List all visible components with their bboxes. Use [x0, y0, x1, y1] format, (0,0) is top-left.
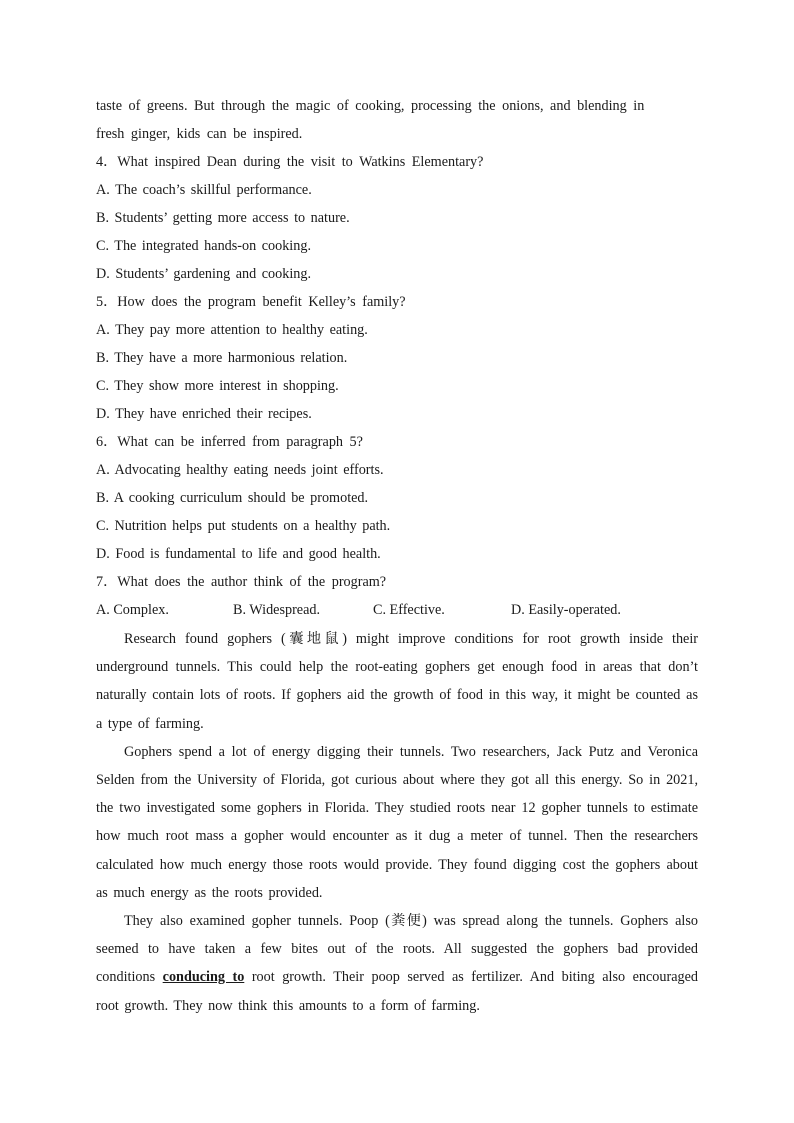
option-a: A. The coach’s skillful performance. [96, 182, 312, 198]
question-stem: 5．How does the program benefit Kelley’s family? [96, 294, 406, 310]
question-stem: 4．What inspired Dean during the visit to Watkins Elementary? [96, 154, 484, 170]
option-c: C. They show more interest in shopping. [96, 378, 339, 394]
option-c: C. Nutrition helps put students on a healthy path. [96, 518, 391, 534]
intro-line-1: taste of greens. But through the magic of cooking, processing the onions, and blending in [96, 98, 645, 114]
option-b: B. They have a more harmonious relation. [96, 350, 348, 366]
question-stem: 6．What can be inferred from paragraph 5? [96, 434, 363, 450]
paragraph-text: They also examined gopher tunnels. Poop (粪便) was spread along the tunnels. Gophers also seemed to have taken a few bites out of the roots. All suggested the gophers bad provided conditions [96, 913, 698, 986]
underlined-phrase: conducing to [162, 969, 245, 986]
paragraph-text: root growth. Their poop served as fertilizer. And biting also encouraged root growth. They now think this amounts to a form of farming. [96, 969, 698, 1014]
option-d: D. Students’ gardening and cooking. [96, 266, 311, 282]
option-d: D. They have enriched their recipes. [96, 406, 312, 422]
intro-line-2: fresh ginger, kids can be inspired. [96, 126, 303, 142]
passage-paragraph-2: Gophers spend a lot of energy digging their tunnels. Two researchers, Jack Putz and Veronica Selden from the University of Florida, got curious about where they got all this energy. So in 2021, the two investigated some gophers in Florida. They studied roots near 12 gopher tunnels to estimate how much root mass a gopher would encounter as it dug a meter of tunnel. Then the researchers calculated how much energy those roots would provide. They found digging cost the gophers about as much energy as the roots provided. [96, 743, 698, 901]
option-d: D. Easily-operated. [511, 602, 621, 618]
option-c: C. Effective. [373, 602, 445, 618]
option-c: C. The integrated hands-on cooking. [96, 238, 311, 254]
question-4 [96, 148, 698, 288]
option-a: A. Advocating healthy eating needs joint efforts. [96, 462, 384, 478]
document-page [96, 92, 698, 1020]
option-b: B. A cooking curriculum should be promoted. [96, 490, 369, 506]
option-b: B. Students’ getting more access to nature. [96, 210, 350, 226]
question-5 [96, 288, 698, 428]
passage-paragraph-1: Research found gophers (囊地鼠) might improve conditions for root growth inside their underground tunnels. This could help the root-eating gophers get enough food in areas that don’t naturally contain lots of roots. If gophers aid the growth of food in this way, it might be counted as a type of farming. [96, 631, 698, 732]
option-a: A. Complex. [96, 602, 169, 618]
options-row [96, 596, 698, 625]
option-b: B. Widespread. [233, 602, 321, 618]
question-6 [96, 428, 698, 568]
passage-paragraph-3 [96, 907, 698, 1020]
option-a: A. They pay more attention to healthy eating. [96, 322, 368, 338]
question-7 [96, 568, 698, 625]
question-stem: 7．What does the author think of the program? [96, 574, 387, 590]
option-d: D. Food is fundamental to life and good health. [96, 546, 381, 562]
